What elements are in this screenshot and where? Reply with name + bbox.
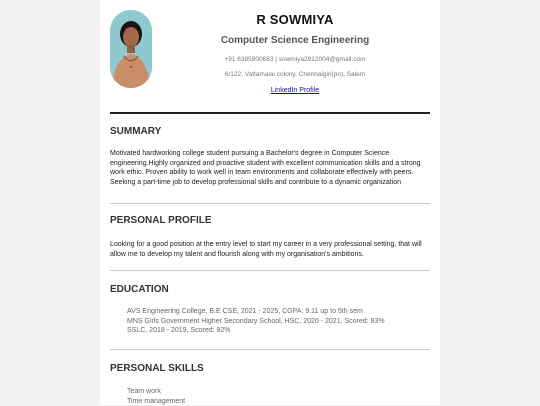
linkedin-profile-link[interactable]: LinkedIn Profile: [271, 87, 319, 94]
summary-heading: SUMMARY: [110, 126, 161, 137]
education-heading: EDUCATION: [110, 284, 169, 295]
header-divider: [110, 112, 430, 114]
summary-text: Motivated hardworking college student pursuing a Bachelor's degree in Computer Science engineering.Highly organized and proactive student with excellent communication skills and a strong work ethic. Proven ability to work well in team environments and collaborate effectively with peers. Seeking a part-time job to develop professional skills and contribute to a dynamic organization: [110, 149, 430, 187]
profile-photo: [110, 10, 152, 88]
resume-page: [100, 0, 440, 405]
profile-divider: [110, 270, 430, 271]
personal-skills-heading: PERSONAL SKILLS: [110, 363, 204, 374]
header-info: [160, 0, 430, 97]
candidate-title: Computer Science Engineering: [160, 35, 430, 46]
list-item: Time management: [127, 397, 427, 406]
list-item: SSLC, 2018 - 2019, Scored: 92%: [127, 326, 427, 336]
education-divider: [110, 349, 430, 350]
candidate-name: R SOWMIYA: [160, 12, 430, 27]
education-list: [127, 307, 427, 336]
summary-divider: [110, 203, 430, 204]
list-item: Team work: [127, 387, 427, 397]
address-line: 6/122, Vattamalai colony, Chennaigiri(po), Salem: [160, 71, 430, 78]
list-item: AVS Engineering College, B.E CSE, 2021 - 2025, CGPA: 9.11 up to 5th sem: [127, 307, 427, 317]
skills-list: [127, 387, 427, 406]
personal-profile-heading: PERSONAL PROFILE: [110, 215, 212, 226]
personal-profile-text: Looking for a good position at the entry level to start my career in a very professional setting, that will allow me to develop my talent and flourish along with my organisation's ambitions.: [110, 240, 430, 259]
list-item: MNS Girls Government Higher Secondary School, HSC, 2020 - 2021, Scored: 93%: [127, 317, 427, 327]
contact-line: +91 6385900683 | sowmiya2912004@gmail.com: [160, 56, 430, 63]
